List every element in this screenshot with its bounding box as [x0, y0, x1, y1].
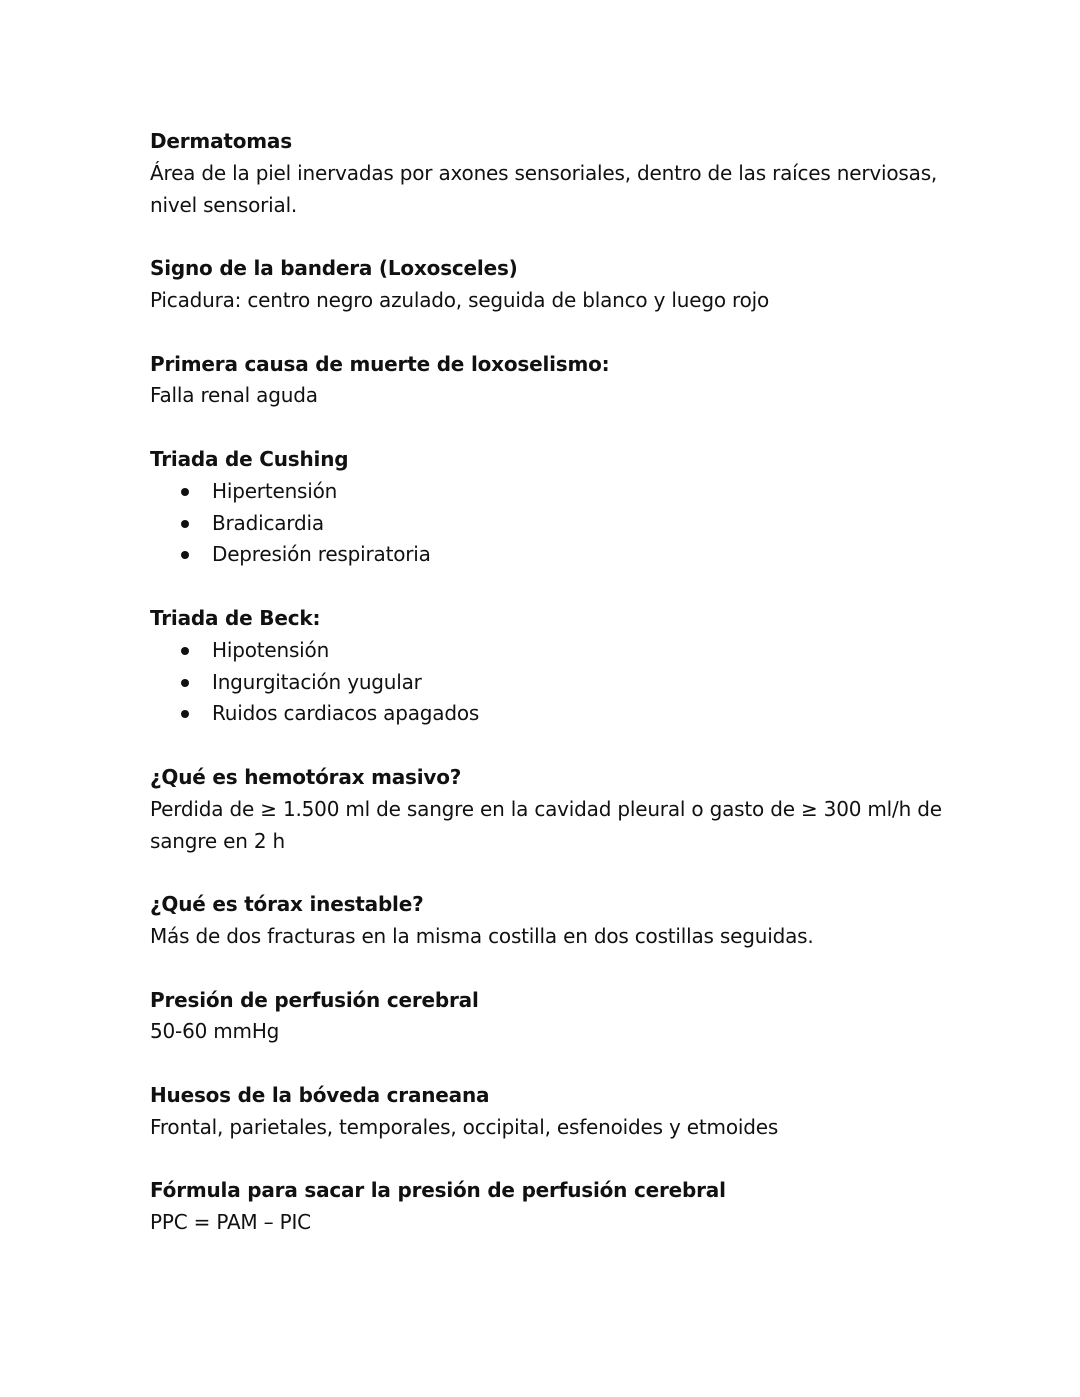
section-torax-inestable	[150, 889, 940, 953]
section-huesos-boveda	[150, 1080, 940, 1144]
bullet-icon	[181, 710, 189, 718]
bullet-icon	[181, 520, 189, 528]
section-title: Huesos de la bóveda craneana	[150, 1082, 490, 1107]
list-item	[150, 476, 940, 508]
section-text: 50-60 mmHg	[150, 1019, 280, 1044]
bullet-icon	[181, 488, 189, 496]
section-title: ¿Qué es tórax inestable?	[150, 892, 424, 917]
section-title: Dermatomas	[150, 129, 292, 153]
section-text: Más de dos fracturas en la misma costilla en dos costillas seguidas.	[150, 923, 814, 948]
list-item	[150, 635, 940, 667]
bullet-icon	[181, 679, 189, 687]
list-item-text: Ruidos cardiacos apagados	[212, 701, 480, 726]
section-hemotorax-masivo	[150, 762, 940, 857]
list-item	[150, 667, 940, 699]
list-item	[150, 539, 940, 571]
section-title: ¿Qué es hemotórax masivo?	[150, 764, 462, 789]
list-item-text: Hipotensión	[212, 637, 330, 662]
list-item	[150, 698, 940, 730]
section-title: Triada de Beck:	[150, 605, 321, 630]
section-title: Signo de la bandera (Loxosceles)	[150, 256, 518, 281]
section-text: sangre en 2 h	[150, 828, 285, 853]
list-item-text: Depresión respiratoria	[212, 542, 431, 567]
document-page	[150, 126, 940, 1239]
section-text: Frontal, parietales, temporales, occipital, esfenoides y etmoides	[150, 1114, 779, 1139]
section-formula-ppc	[150, 1175, 940, 1239]
section-primera-causa	[150, 349, 940, 413]
bullet-icon	[181, 551, 189, 559]
section-presion-perfusion	[150, 985, 940, 1049]
bullet-icon	[181, 647, 189, 655]
list-item	[150, 508, 940, 540]
section-text: Falla renal aguda	[150, 383, 318, 408]
section-triada-cushing	[150, 444, 940, 571]
list-item-text: Bradicardia	[212, 510, 324, 535]
section-text: nivel sensorial.	[150, 192, 298, 217]
section-text: Perdida de ≥ 1.500 ml de sangre en la cavidad pleural o gasto de ≥ 300 ml/h de	[150, 796, 942, 821]
section-signo-bandera	[150, 253, 940, 317]
section-title: Primera causa de muerte de loxoselismo:	[150, 351, 610, 376]
section-text: Picadura: centro negro azulado, seguida de blanco y luego rojo	[150, 287, 770, 312]
section-text: Área de la piel inervadas por axones sensoriales, dentro de las raíces nerviosas,	[150, 160, 938, 185]
section-dermatomas	[150, 126, 940, 221]
list-item-text: Hipertensión	[212, 478, 338, 503]
section-title: Presión de perfusión cerebral	[150, 987, 479, 1012]
section-triada-beck	[150, 603, 940, 730]
section-text: PPC = PAM – PIC	[150, 1210, 311, 1235]
section-title: Triada de Cushing	[150, 446, 349, 471]
list-item-text: Ingurgitación yugular	[212, 669, 422, 694]
section-title: Fórmula para sacar la presión de perfusión cerebral	[150, 1178, 726, 1203]
